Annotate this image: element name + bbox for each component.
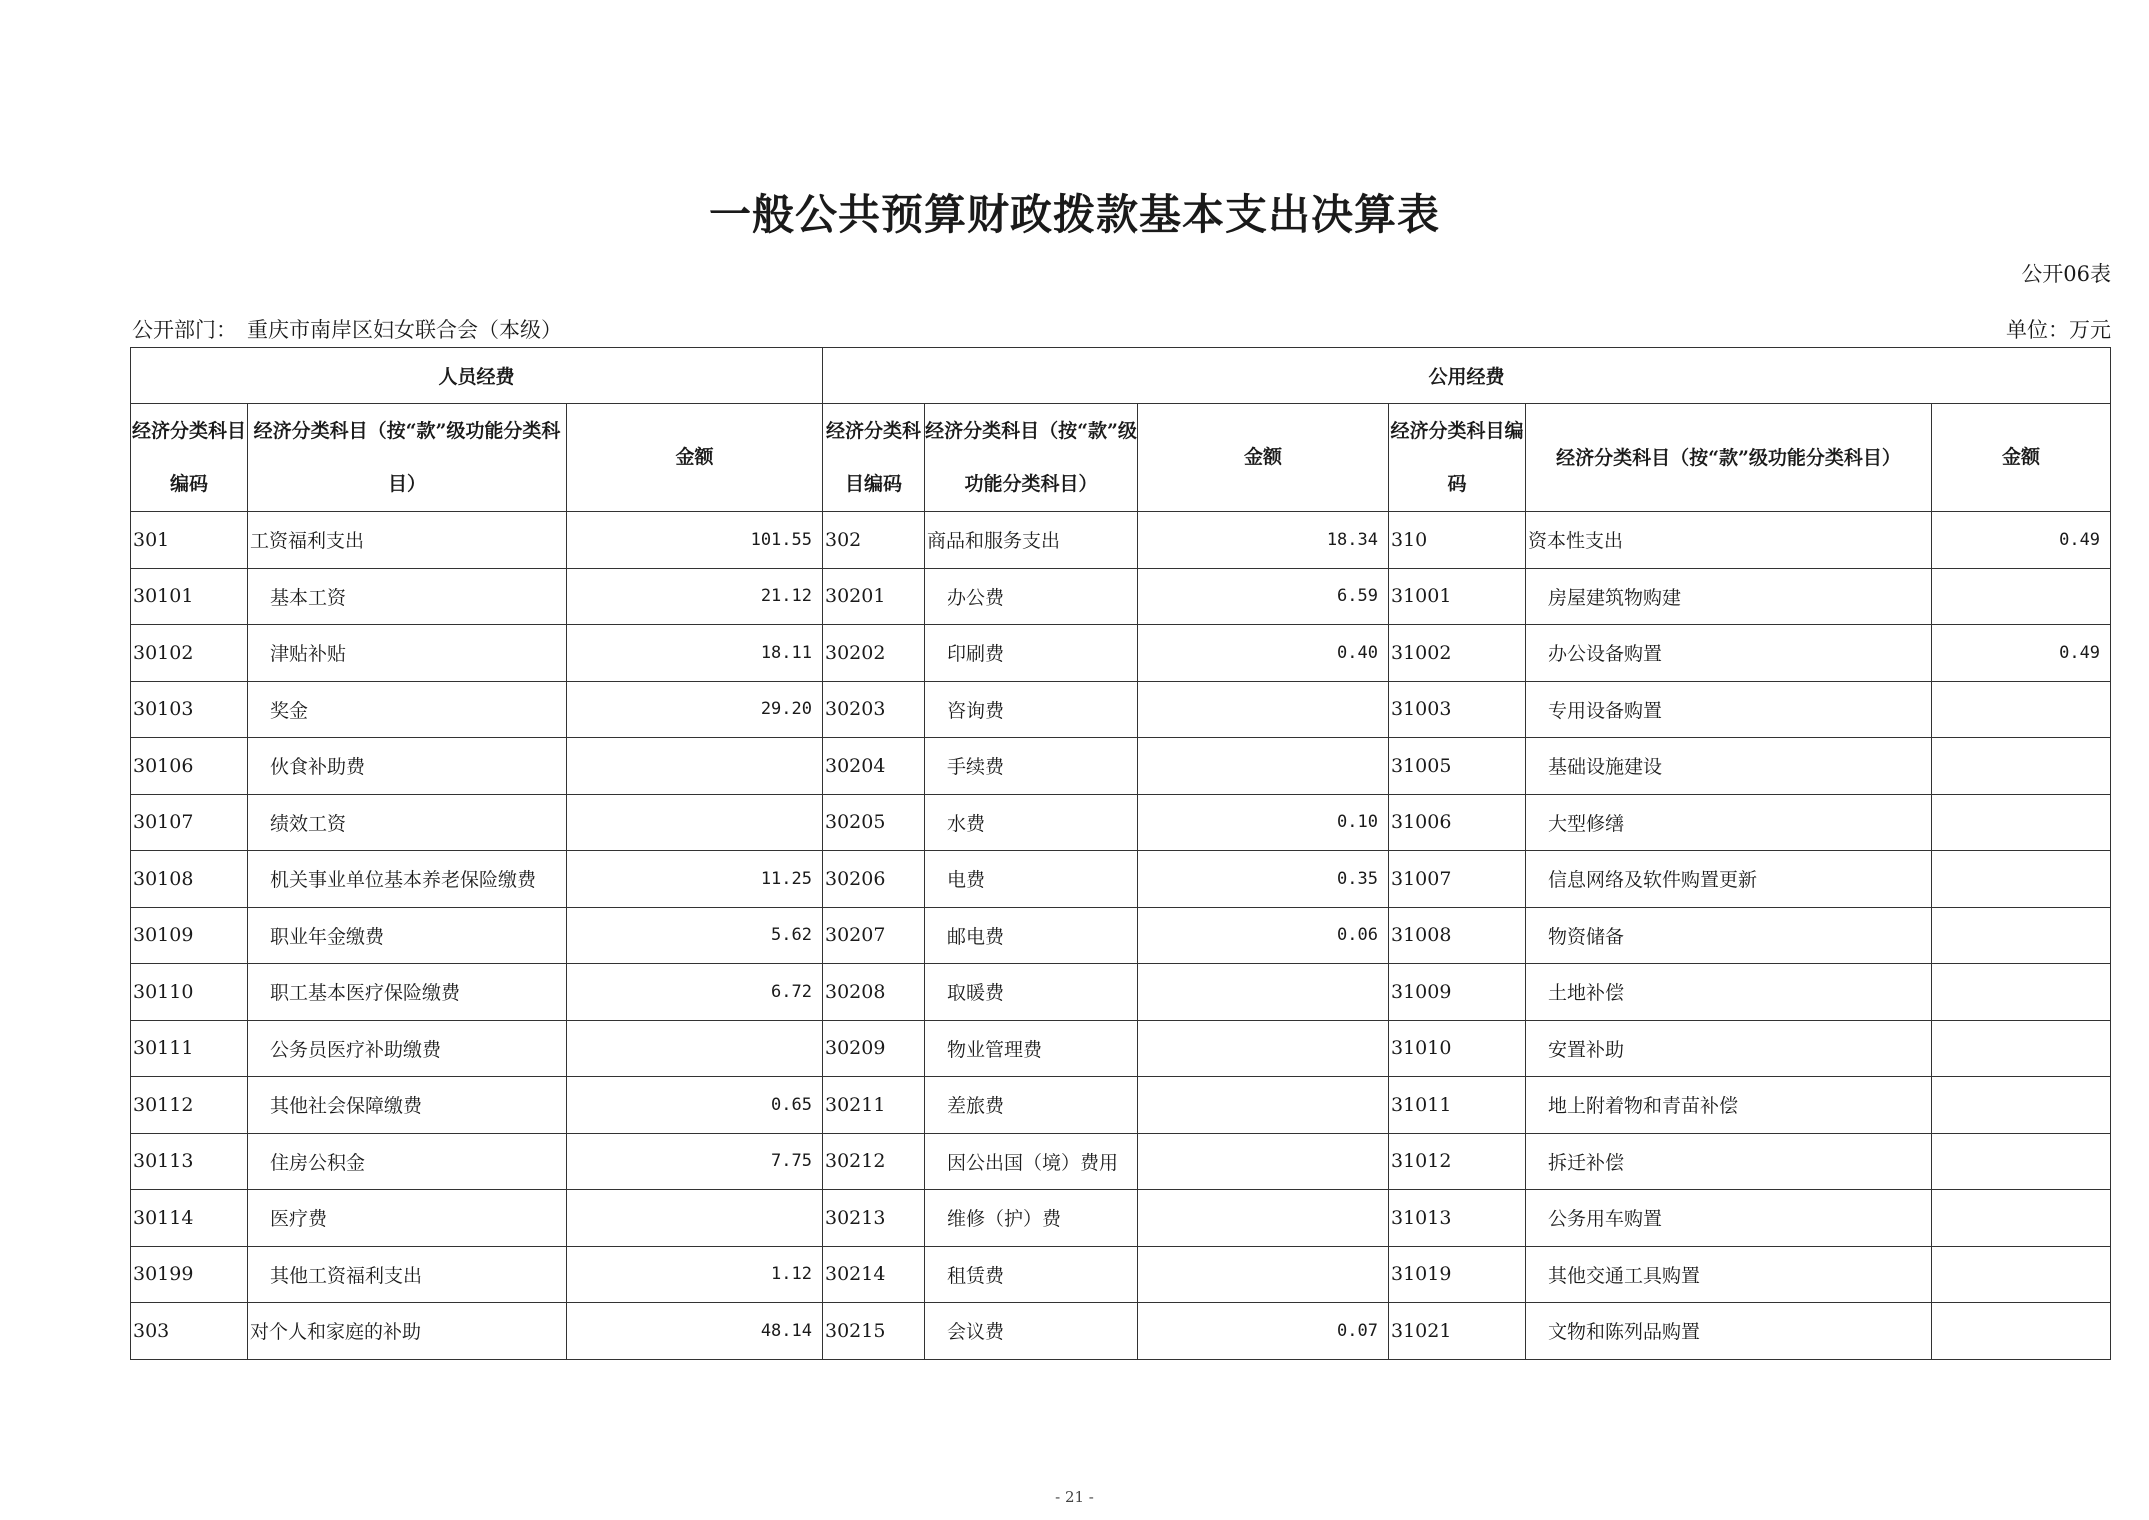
personnel-name-cell: 奖金	[248, 681, 567, 738]
personnel-name-cell: 医疗费	[248, 1190, 567, 1247]
table-row	[131, 907, 2111, 964]
table-row	[131, 1133, 2111, 1190]
table-row	[131, 794, 2111, 851]
public-goods-amount-cell: 0.40	[1138, 625, 1389, 682]
capital-amount-cell	[1932, 681, 2111, 738]
public-goods-name-cell: 取暖费	[925, 964, 1138, 1021]
capital-code-cell: 31002	[1389, 625, 1526, 682]
table-row	[131, 1020, 2111, 1077]
capital-code-cell: 31001	[1389, 568, 1526, 625]
header-g-name: 经济分类科目（按“款”级功能分类科目）	[925, 404, 1138, 512]
personnel-amount-cell: 18.11	[567, 625, 823, 682]
public-goods-name-cell: 手续费	[925, 738, 1138, 795]
table-number: 公开06表	[2021, 262, 2111, 286]
table-row	[131, 512, 2111, 569]
table-row	[131, 851, 2111, 908]
personnel-amount-cell: 11.25	[567, 851, 823, 908]
public-goods-code-cell: 30213	[823, 1190, 925, 1247]
personnel-name-cell: 公务员医疗补助缴费	[248, 1020, 567, 1077]
table-row	[131, 681, 2111, 738]
personnel-name-cell: 基本工资	[248, 568, 567, 625]
capital-code-cell: 31011	[1389, 1077, 1526, 1134]
capital-amount-cell	[1932, 1190, 2111, 1247]
public-goods-code-cell: 30214	[823, 1246, 925, 1303]
page-number: - 21 -	[1055, 1488, 1094, 1506]
capital-name-cell: 拆迁补偿	[1526, 1133, 1932, 1190]
public-goods-name-cell: 水费	[925, 794, 1138, 851]
capital-name-cell: 房屋建筑物购建	[1526, 568, 1932, 625]
personnel-name-cell: 职工基本医疗保险缴费	[248, 964, 567, 1021]
personnel-name-cell: 机关事业单位基本养老保险缴费	[248, 851, 567, 908]
capital-name-cell: 公务用车购置	[1526, 1190, 1932, 1247]
personnel-amount-cell	[567, 1190, 823, 1247]
personnel-code-cell: 30110	[131, 964, 248, 1021]
public-goods-code-cell: 30208	[823, 964, 925, 1021]
personnel-amount-cell: 48.14	[567, 1303, 823, 1360]
capital-amount-cell: 0.49	[1932, 512, 2111, 569]
personnel-code-cell: 301	[131, 512, 248, 569]
capital-amount-cell	[1932, 1246, 2111, 1303]
capital-code-cell: 31010	[1389, 1020, 1526, 1077]
public-goods-name-cell: 差旅费	[925, 1077, 1138, 1134]
public-goods-code-cell: 30206	[823, 851, 925, 908]
table-row	[131, 738, 2111, 795]
header-g-code: 经济分类科目编码	[823, 404, 925, 512]
public-goods-name-cell: 印刷费	[925, 625, 1138, 682]
public-goods-code-cell: 30207	[823, 907, 925, 964]
capital-code-cell: 31006	[1389, 794, 1526, 851]
personnel-code-cell: 30113	[131, 1133, 248, 1190]
public-goods-amount-cell	[1138, 1077, 1389, 1134]
personnel-amount-cell: 21.12	[567, 568, 823, 625]
capital-amount-cell	[1932, 738, 2111, 795]
public-goods-amount-cell	[1138, 1246, 1389, 1303]
page-title: 一般公共预算财政拨款基本支出决算表	[708, 190, 1440, 239]
capital-amount-cell: 0.49	[1932, 625, 2111, 682]
public-goods-name-cell: 咨询费	[925, 681, 1138, 738]
public-goods-code-cell: 30204	[823, 738, 925, 795]
table-row	[131, 1246, 2111, 1303]
personnel-name-cell: 伙食补助费	[248, 738, 567, 795]
capital-amount-cell	[1932, 568, 2111, 625]
personnel-amount-cell: 29.20	[567, 681, 823, 738]
personnel-code-cell: 30101	[131, 568, 248, 625]
capital-amount-cell	[1932, 794, 2111, 851]
capital-name-cell: 其他交通工具购置	[1526, 1246, 1932, 1303]
header-p-name: 经济分类科目（按“款”级功能分类科目）	[248, 404, 567, 512]
public-goods-name-cell: 物业管理费	[925, 1020, 1138, 1077]
public-goods-amount-cell	[1138, 1190, 1389, 1247]
unit-label: 单位：万元	[2006, 318, 2111, 342]
group-public: 公用经费	[823, 348, 2111, 404]
public-goods-amount-cell	[1138, 681, 1389, 738]
capital-name-cell: 基础设施建设	[1526, 738, 1932, 795]
capital-amount-cell	[1932, 851, 2111, 908]
public-goods-code-cell: 30215	[823, 1303, 925, 1360]
group-personnel: 人员经费	[131, 348, 823, 404]
capital-name-cell: 信息网络及软件购置更新	[1526, 851, 1932, 908]
capital-code-cell: 31019	[1389, 1246, 1526, 1303]
department-label: 公开部门：	[132, 318, 237, 342]
personnel-code-cell: 30106	[131, 738, 248, 795]
table-row	[131, 568, 2111, 625]
expenditure-table	[130, 347, 2111, 1360]
personnel-amount-cell: 1.12	[567, 1246, 823, 1303]
personnel-code-cell: 30108	[131, 851, 248, 908]
personnel-code-cell: 303	[131, 1303, 248, 1360]
public-goods-amount-cell	[1138, 1020, 1389, 1077]
public-goods-name-cell: 会议费	[925, 1303, 1138, 1360]
header-c-amount: 金额	[1932, 404, 2111, 512]
capital-code-cell: 31008	[1389, 907, 1526, 964]
public-goods-amount-cell	[1138, 964, 1389, 1021]
capital-code-cell: 31009	[1389, 964, 1526, 1021]
public-goods-amount-cell: 6.59	[1138, 568, 1389, 625]
personnel-amount-cell	[567, 794, 823, 851]
personnel-amount-cell	[567, 1020, 823, 1077]
capital-amount-cell	[1932, 907, 2111, 964]
personnel-name-cell: 对个人和家庭的补助	[248, 1303, 567, 1360]
capital-code-cell: 31007	[1389, 851, 1526, 908]
public-goods-amount-cell: 18.34	[1138, 512, 1389, 569]
personnel-code-cell: 30112	[131, 1077, 248, 1134]
personnel-name-cell: 工资福利支出	[248, 512, 567, 569]
capital-code-cell: 31013	[1389, 1190, 1526, 1247]
personnel-amount-cell: 101.55	[567, 512, 823, 569]
capital-amount-cell	[1932, 1077, 2111, 1134]
public-goods-name-cell: 邮电费	[925, 907, 1138, 964]
personnel-code-cell: 30114	[131, 1190, 248, 1247]
capital-name-cell: 安置补助	[1526, 1020, 1932, 1077]
column-header-row	[131, 404, 2111, 512]
personnel-code-cell: 30102	[131, 625, 248, 682]
header-g-amount: 金额	[1138, 404, 1389, 512]
capital-name-cell: 资本性支出	[1526, 512, 1932, 569]
header-c-name: 经济分类科目（按“款”级功能分类科目）	[1526, 404, 1932, 512]
public-goods-amount-cell: 0.35	[1138, 851, 1389, 908]
table-row	[131, 625, 2111, 682]
group-header-row	[131, 348, 2111, 404]
table-row	[131, 964, 2111, 1021]
public-goods-amount-cell	[1138, 1133, 1389, 1190]
personnel-amount-cell: 6.72	[567, 964, 823, 1021]
public-goods-name-cell: 电费	[925, 851, 1138, 908]
capital-name-cell: 办公设备购置	[1526, 625, 1932, 682]
public-goods-amount-cell	[1138, 738, 1389, 795]
capital-name-cell: 土地补偿	[1526, 964, 1932, 1021]
department-value: 重庆市南岸区妇女联合会（本级）	[247, 318, 562, 342]
header-p-code: 经济分类科目编码	[131, 404, 248, 512]
personnel-name-cell: 津贴补贴	[248, 625, 567, 682]
public-goods-code-cell: 30202	[823, 625, 925, 682]
capital-code-cell: 31003	[1389, 681, 1526, 738]
public-goods-amount-cell: 0.10	[1138, 794, 1389, 851]
personnel-amount-cell: 5.62	[567, 907, 823, 964]
capital-amount-cell	[1932, 1020, 2111, 1077]
capital-amount-cell	[1932, 1133, 2111, 1190]
header-p-amount: 金额	[567, 404, 823, 512]
personnel-code-cell: 30199	[131, 1246, 248, 1303]
personnel-code-cell: 30109	[131, 907, 248, 964]
header-c-code: 经济分类科目编码	[1389, 404, 1526, 512]
public-goods-name-cell: 商品和服务支出	[925, 512, 1138, 569]
table-row	[131, 1077, 2111, 1134]
department-line	[132, 314, 562, 344]
personnel-amount-cell: 0.65	[567, 1077, 823, 1134]
capital-code-cell: 31021	[1389, 1303, 1526, 1360]
capital-code-cell: 31005	[1389, 738, 1526, 795]
personnel-amount-cell: 7.75	[567, 1133, 823, 1190]
personnel-name-cell: 职业年金缴费	[248, 907, 567, 964]
capital-amount-cell	[1932, 964, 2111, 1021]
public-goods-code-cell: 30205	[823, 794, 925, 851]
capital-code-cell: 310	[1389, 512, 1526, 569]
capital-name-cell: 大型修缮	[1526, 794, 1932, 851]
public-goods-name-cell: 因公出国（境）费用	[925, 1133, 1138, 1190]
public-goods-amount-cell: 0.07	[1138, 1303, 1389, 1360]
public-goods-code-cell: 30212	[823, 1133, 925, 1190]
personnel-code-cell: 30111	[131, 1020, 248, 1077]
personnel-amount-cell	[567, 738, 823, 795]
personnel-name-cell: 绩效工资	[248, 794, 567, 851]
table-row	[131, 1190, 2111, 1247]
capital-name-cell: 文物和陈列品购置	[1526, 1303, 1932, 1360]
capital-name-cell: 专用设备购置	[1526, 681, 1932, 738]
personnel-code-cell: 30103	[131, 681, 248, 738]
personnel-code-cell: 30107	[131, 794, 248, 851]
public-goods-code-cell: 30201	[823, 568, 925, 625]
capital-name-cell: 物资储备	[1526, 907, 1932, 964]
public-goods-name-cell: 维修（护）费	[925, 1190, 1138, 1247]
public-goods-amount-cell: 0.06	[1138, 907, 1389, 964]
public-goods-name-cell: 办公费	[925, 568, 1138, 625]
public-goods-code-cell: 302	[823, 512, 925, 569]
public-goods-name-cell: 租赁费	[925, 1246, 1138, 1303]
public-goods-code-cell: 30203	[823, 681, 925, 738]
personnel-name-cell: 住房公积金	[248, 1133, 567, 1190]
public-goods-code-cell: 30211	[823, 1077, 925, 1134]
table-row	[131, 1303, 2111, 1360]
capital-name-cell: 地上附着物和青苗补偿	[1526, 1077, 1932, 1134]
capital-amount-cell	[1932, 1303, 2111, 1360]
capital-code-cell: 31012	[1389, 1133, 1526, 1190]
personnel-name-cell: 其他工资福利支出	[248, 1246, 567, 1303]
public-goods-code-cell: 30209	[823, 1020, 925, 1077]
personnel-name-cell: 其他社会保障缴费	[248, 1077, 567, 1134]
